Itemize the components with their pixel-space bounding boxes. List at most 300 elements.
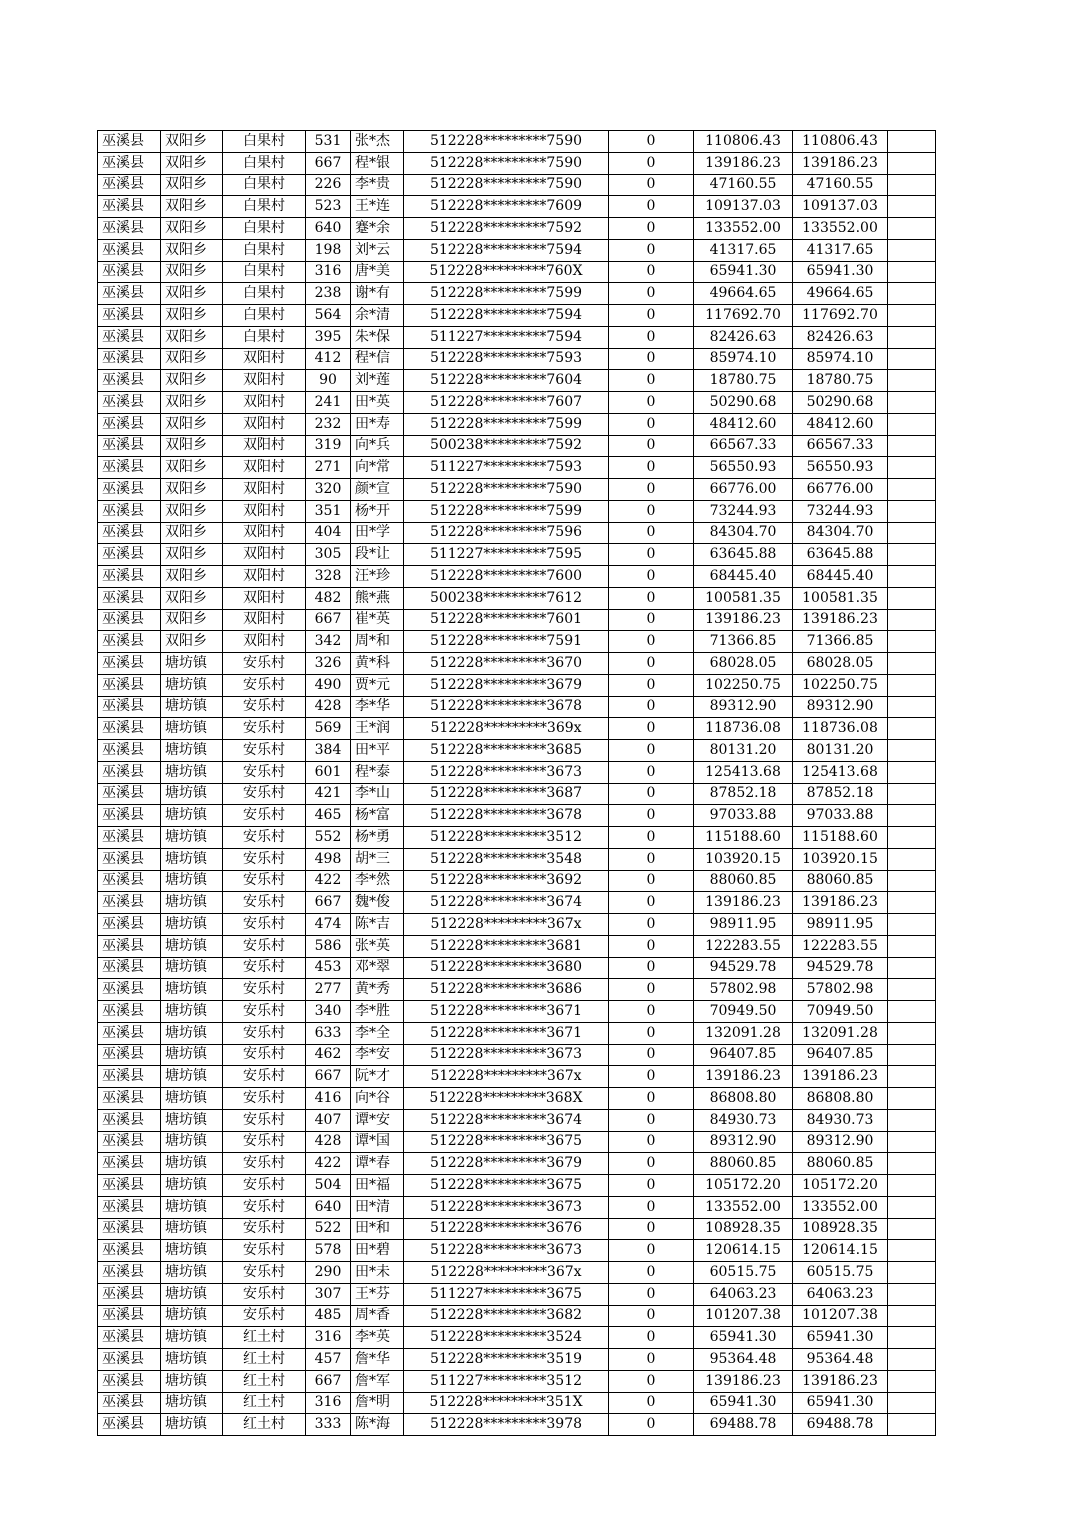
total-cell: 68028.05 bbox=[793, 653, 888, 675]
id-number-cell: 512228*********368X bbox=[404, 1088, 609, 1110]
village-cell: 红土村 bbox=[223, 1392, 306, 1414]
zero-value-cell: 0 bbox=[609, 566, 694, 588]
amount-cell: 125413.68 bbox=[694, 761, 793, 783]
total-cell: 101207.38 bbox=[793, 1305, 888, 1327]
village-cell: 安乐村 bbox=[223, 827, 306, 849]
remark-cell bbox=[888, 1414, 936, 1436]
amount-cell: 133552.00 bbox=[694, 1196, 793, 1218]
table-row bbox=[98, 653, 936, 675]
id-number-cell: 512228*********3524 bbox=[404, 1327, 609, 1349]
id-number-cell: 512228*********367x bbox=[404, 914, 609, 936]
table-row bbox=[98, 935, 936, 957]
village-cell: 红土村 bbox=[223, 1370, 306, 1392]
name-cell: 刘*莲 bbox=[351, 370, 404, 392]
township-cell: 塘坊镇 bbox=[161, 870, 223, 892]
county-cell: 巫溪县 bbox=[98, 218, 161, 240]
table-row bbox=[98, 696, 936, 718]
name-cell: 邓*翠 bbox=[351, 957, 404, 979]
remark-cell bbox=[888, 1262, 936, 1284]
zero-value-cell: 0 bbox=[609, 609, 694, 631]
amount-cell: 132091.28 bbox=[694, 1022, 793, 1044]
remark-cell bbox=[888, 805, 936, 827]
name-cell: 段*让 bbox=[351, 544, 404, 566]
remark-cell bbox=[888, 979, 936, 1001]
total-cell: 109137.03 bbox=[793, 196, 888, 218]
name-cell: 周*香 bbox=[351, 1305, 404, 1327]
county-cell: 巫溪县 bbox=[98, 1262, 161, 1284]
name-cell: 唐*美 bbox=[351, 261, 404, 283]
table-row bbox=[98, 740, 936, 762]
zero-value-cell: 0 bbox=[609, 1022, 694, 1044]
township-cell: 双阳乡 bbox=[161, 522, 223, 544]
count-cell: 523 bbox=[306, 196, 351, 218]
remark-cell bbox=[888, 1153, 936, 1175]
amount-cell: 89312.90 bbox=[694, 696, 793, 718]
name-cell: 张*英 bbox=[351, 935, 404, 957]
amount-cell: 122283.55 bbox=[694, 935, 793, 957]
village-cell: 安乐村 bbox=[223, 1175, 306, 1197]
village-cell: 安乐村 bbox=[223, 1044, 306, 1066]
village-cell: 双阳村 bbox=[223, 413, 306, 435]
id-number-cell: 512228*********7590 bbox=[404, 131, 609, 153]
name-cell: 田*英 bbox=[351, 392, 404, 414]
remark-cell bbox=[888, 1175, 936, 1197]
total-cell: 100581.35 bbox=[793, 587, 888, 609]
township-cell: 双阳乡 bbox=[161, 348, 223, 370]
count-cell: 667 bbox=[306, 1066, 351, 1088]
id-number-cell: 512228*********3673 bbox=[404, 1196, 609, 1218]
county-cell: 巫溪县 bbox=[98, 979, 161, 1001]
township-cell: 塘坊镇 bbox=[161, 1414, 223, 1436]
remark-cell bbox=[888, 1327, 936, 1349]
amount-cell: 60515.75 bbox=[694, 1262, 793, 1284]
amount-cell: 41317.65 bbox=[694, 239, 793, 261]
name-cell: 李*全 bbox=[351, 1022, 404, 1044]
village-cell: 白果村 bbox=[223, 196, 306, 218]
county-cell: 巫溪县 bbox=[98, 1392, 161, 1414]
amount-cell: 49664.65 bbox=[694, 283, 793, 305]
count-cell: 333 bbox=[306, 1414, 351, 1436]
amount-cell: 80131.20 bbox=[694, 740, 793, 762]
township-cell: 塘坊镇 bbox=[161, 1001, 223, 1023]
township-cell: 双阳乡 bbox=[161, 500, 223, 522]
village-cell: 安乐村 bbox=[223, 653, 306, 675]
table-row bbox=[98, 326, 936, 348]
township-cell: 双阳乡 bbox=[161, 370, 223, 392]
village-cell: 双阳村 bbox=[223, 457, 306, 479]
id-number-cell: 512228*********3512 bbox=[404, 827, 609, 849]
name-cell: 田*寿 bbox=[351, 413, 404, 435]
county-cell: 巫溪县 bbox=[98, 566, 161, 588]
township-cell: 双阳乡 bbox=[161, 609, 223, 631]
count-cell: 640 bbox=[306, 1196, 351, 1218]
total-cell: 105172.20 bbox=[793, 1175, 888, 1197]
amount-cell: 85974.10 bbox=[694, 348, 793, 370]
remark-cell bbox=[888, 1196, 936, 1218]
table-row bbox=[98, 370, 936, 392]
total-cell: 117692.70 bbox=[793, 305, 888, 327]
id-number-cell: 512228*********3671 bbox=[404, 1022, 609, 1044]
table-row bbox=[98, 914, 936, 936]
count-cell: 465 bbox=[306, 805, 351, 827]
amount-cell: 89312.90 bbox=[694, 1131, 793, 1153]
amount-cell: 70949.50 bbox=[694, 1001, 793, 1023]
township-cell: 塘坊镇 bbox=[161, 1370, 223, 1392]
county-cell: 巫溪县 bbox=[98, 1044, 161, 1066]
remark-cell bbox=[888, 283, 936, 305]
id-number-cell: 512228*********3548 bbox=[404, 848, 609, 870]
name-cell: 汪*珍 bbox=[351, 566, 404, 588]
amount-cell: 139186.23 bbox=[694, 609, 793, 631]
zero-value-cell: 0 bbox=[609, 1392, 694, 1414]
count-cell: 407 bbox=[306, 1109, 351, 1131]
remark-cell bbox=[888, 261, 936, 283]
name-cell: 贾*元 bbox=[351, 674, 404, 696]
name-cell: 阮*才 bbox=[351, 1066, 404, 1088]
township-cell: 双阳乡 bbox=[161, 544, 223, 566]
village-cell: 安乐村 bbox=[223, 1218, 306, 1240]
table-row bbox=[98, 1370, 936, 1392]
county-cell: 巫溪县 bbox=[98, 740, 161, 762]
count-cell: 307 bbox=[306, 1283, 351, 1305]
township-cell: 塘坊镇 bbox=[161, 827, 223, 849]
total-cell: 50290.68 bbox=[793, 392, 888, 414]
table-row bbox=[98, 674, 936, 696]
remark-cell bbox=[888, 544, 936, 566]
county-cell: 巫溪县 bbox=[98, 1175, 161, 1197]
total-cell: 49664.65 bbox=[793, 283, 888, 305]
amount-cell: 97033.88 bbox=[694, 805, 793, 827]
township-cell: 双阳乡 bbox=[161, 305, 223, 327]
count-cell: 667 bbox=[306, 609, 351, 631]
township-cell: 塘坊镇 bbox=[161, 1327, 223, 1349]
township-cell: 塘坊镇 bbox=[161, 1066, 223, 1088]
name-cell: 杨*开 bbox=[351, 500, 404, 522]
remark-cell bbox=[888, 587, 936, 609]
name-cell: 田*清 bbox=[351, 1196, 404, 1218]
table-row bbox=[98, 174, 936, 196]
village-cell: 安乐村 bbox=[223, 805, 306, 827]
township-cell: 塘坊镇 bbox=[161, 1349, 223, 1371]
table-row bbox=[98, 283, 936, 305]
zero-value-cell: 0 bbox=[609, 1349, 694, 1371]
township-cell: 双阳乡 bbox=[161, 283, 223, 305]
count-cell: 422 bbox=[306, 1153, 351, 1175]
name-cell: 程*泰 bbox=[351, 761, 404, 783]
county-cell: 巫溪县 bbox=[98, 261, 161, 283]
total-cell: 95364.48 bbox=[793, 1349, 888, 1371]
county-cell: 巫溪县 bbox=[98, 631, 161, 653]
county-cell: 巫溪县 bbox=[98, 1349, 161, 1371]
township-cell: 双阳乡 bbox=[161, 326, 223, 348]
id-number-cell: 512228*********3519 bbox=[404, 1349, 609, 1371]
remark-cell bbox=[888, 1305, 936, 1327]
county-cell: 巫溪县 bbox=[98, 653, 161, 675]
remark-cell bbox=[888, 196, 936, 218]
village-cell: 红土村 bbox=[223, 1414, 306, 1436]
township-cell: 塘坊镇 bbox=[161, 1283, 223, 1305]
id-number-cell: 512228*********7596 bbox=[404, 522, 609, 544]
zero-value-cell: 0 bbox=[609, 740, 694, 762]
remark-cell bbox=[888, 1240, 936, 1262]
remark-cell bbox=[888, 761, 936, 783]
zero-value-cell: 0 bbox=[609, 239, 694, 261]
id-number-cell: 512228*********3679 bbox=[404, 674, 609, 696]
zero-value-cell: 0 bbox=[609, 1414, 694, 1436]
township-cell: 塘坊镇 bbox=[161, 848, 223, 870]
village-cell: 安乐村 bbox=[223, 914, 306, 936]
zero-value-cell: 0 bbox=[609, 1218, 694, 1240]
count-cell: 569 bbox=[306, 718, 351, 740]
remark-cell bbox=[888, 1283, 936, 1305]
count-cell: 238 bbox=[306, 283, 351, 305]
id-number-cell: 512228*********7593 bbox=[404, 348, 609, 370]
id-number-cell: 512228*********7591 bbox=[404, 631, 609, 653]
county-cell: 巫溪县 bbox=[98, 457, 161, 479]
county-cell: 巫溪县 bbox=[98, 805, 161, 827]
name-cell: 田*福 bbox=[351, 1175, 404, 1197]
village-cell: 安乐村 bbox=[223, 892, 306, 914]
name-cell: 谭*春 bbox=[351, 1153, 404, 1175]
name-cell: 胡*三 bbox=[351, 848, 404, 870]
count-cell: 490 bbox=[306, 674, 351, 696]
count-cell: 474 bbox=[306, 914, 351, 936]
village-cell: 安乐村 bbox=[223, 1153, 306, 1175]
zero-value-cell: 0 bbox=[609, 479, 694, 501]
id-number-cell: 511227*********7594 bbox=[404, 326, 609, 348]
id-number-cell: 512228*********7590 bbox=[404, 174, 609, 196]
amount-cell: 98911.95 bbox=[694, 914, 793, 936]
amount-cell: 56550.93 bbox=[694, 457, 793, 479]
table-row bbox=[98, 1283, 936, 1305]
remark-cell bbox=[888, 957, 936, 979]
table-row bbox=[98, 152, 936, 174]
total-cell: 89312.90 bbox=[793, 696, 888, 718]
name-cell: 王*润 bbox=[351, 718, 404, 740]
village-cell: 白果村 bbox=[223, 131, 306, 153]
zero-value-cell: 0 bbox=[609, 261, 694, 283]
table-row bbox=[98, 305, 936, 327]
table-row bbox=[98, 848, 936, 870]
total-cell: 66567.33 bbox=[793, 435, 888, 457]
village-cell: 安乐村 bbox=[223, 848, 306, 870]
name-cell: 黄*科 bbox=[351, 653, 404, 675]
total-cell: 18780.75 bbox=[793, 370, 888, 392]
count-cell: 531 bbox=[306, 131, 351, 153]
township-cell: 双阳乡 bbox=[161, 239, 223, 261]
zero-value-cell: 0 bbox=[609, 1262, 694, 1284]
name-cell: 陈*海 bbox=[351, 1414, 404, 1436]
village-cell: 白果村 bbox=[223, 261, 306, 283]
table-row bbox=[98, 566, 936, 588]
county-cell: 巫溪县 bbox=[98, 1066, 161, 1088]
id-number-cell: 512228*********7609 bbox=[404, 196, 609, 218]
zero-value-cell: 0 bbox=[609, 218, 694, 240]
township-cell: 塘坊镇 bbox=[161, 761, 223, 783]
township-cell: 塘坊镇 bbox=[161, 653, 223, 675]
id-number-cell: 512228*********7599 bbox=[404, 413, 609, 435]
id-number-cell: 512228*********3673 bbox=[404, 761, 609, 783]
remark-cell bbox=[888, 500, 936, 522]
count-cell: 428 bbox=[306, 696, 351, 718]
village-cell: 白果村 bbox=[223, 326, 306, 348]
amount-cell: 110806.43 bbox=[694, 131, 793, 153]
township-cell: 塘坊镇 bbox=[161, 805, 223, 827]
id-number-cell: 512228*********3675 bbox=[404, 1131, 609, 1153]
remark-cell bbox=[888, 892, 936, 914]
township-cell: 塘坊镇 bbox=[161, 935, 223, 957]
total-cell: 85974.10 bbox=[793, 348, 888, 370]
village-cell: 安乐村 bbox=[223, 979, 306, 1001]
count-cell: 277 bbox=[306, 979, 351, 1001]
total-cell: 108928.35 bbox=[793, 1218, 888, 1240]
amount-cell: 118736.08 bbox=[694, 718, 793, 740]
name-cell: 杨*富 bbox=[351, 805, 404, 827]
township-cell: 双阳乡 bbox=[161, 152, 223, 174]
table-row bbox=[98, 609, 936, 631]
village-cell: 安乐村 bbox=[223, 761, 306, 783]
total-cell: 69488.78 bbox=[793, 1414, 888, 1436]
count-cell: 578 bbox=[306, 1240, 351, 1262]
name-cell: 刘*云 bbox=[351, 239, 404, 261]
county-cell: 巫溪县 bbox=[98, 348, 161, 370]
count-cell: 271 bbox=[306, 457, 351, 479]
name-cell: 田*碧 bbox=[351, 1240, 404, 1262]
zero-value-cell: 0 bbox=[609, 1240, 694, 1262]
zero-value-cell: 0 bbox=[609, 805, 694, 827]
total-cell: 118736.08 bbox=[793, 718, 888, 740]
amount-cell: 96407.85 bbox=[694, 1044, 793, 1066]
amount-cell: 18780.75 bbox=[694, 370, 793, 392]
count-cell: 552 bbox=[306, 827, 351, 849]
remark-cell bbox=[888, 152, 936, 174]
remark-cell bbox=[888, 1044, 936, 1066]
count-cell: 404 bbox=[306, 522, 351, 544]
total-cell: 48412.60 bbox=[793, 413, 888, 435]
village-cell: 白果村 bbox=[223, 283, 306, 305]
county-cell: 巫溪县 bbox=[98, 522, 161, 544]
remark-cell bbox=[888, 696, 936, 718]
county-cell: 巫溪县 bbox=[98, 435, 161, 457]
township-cell: 双阳乡 bbox=[161, 566, 223, 588]
county-cell: 巫溪县 bbox=[98, 500, 161, 522]
county-cell: 巫溪县 bbox=[98, 696, 161, 718]
count-cell: 316 bbox=[306, 1392, 351, 1414]
village-cell: 安乐村 bbox=[223, 1001, 306, 1023]
table-body bbox=[98, 131, 936, 1436]
township-cell: 塘坊镇 bbox=[161, 1175, 223, 1197]
township-cell: 双阳乡 bbox=[161, 218, 223, 240]
remark-cell bbox=[888, 1022, 936, 1044]
id-number-cell: 512228*********3681 bbox=[404, 935, 609, 957]
name-cell: 田*未 bbox=[351, 1262, 404, 1284]
township-cell: 塘坊镇 bbox=[161, 1392, 223, 1414]
zero-value-cell: 0 bbox=[609, 1370, 694, 1392]
total-cell: 88060.85 bbox=[793, 870, 888, 892]
township-cell: 塘坊镇 bbox=[161, 696, 223, 718]
county-cell: 巫溪县 bbox=[98, 131, 161, 153]
township-cell: 塘坊镇 bbox=[161, 1305, 223, 1327]
table-row bbox=[98, 957, 936, 979]
table-row bbox=[98, 239, 936, 261]
zero-value-cell: 0 bbox=[609, 674, 694, 696]
village-cell: 双阳村 bbox=[223, 566, 306, 588]
remark-cell bbox=[888, 239, 936, 261]
id-number-cell: 512228*********7592 bbox=[404, 218, 609, 240]
village-cell: 红土村 bbox=[223, 1327, 306, 1349]
amount-cell: 66567.33 bbox=[694, 435, 793, 457]
village-cell: 双阳村 bbox=[223, 544, 306, 566]
table-row bbox=[98, 522, 936, 544]
zero-value-cell: 0 bbox=[609, 1088, 694, 1110]
zero-value-cell: 0 bbox=[609, 718, 694, 740]
township-cell: 塘坊镇 bbox=[161, 1196, 223, 1218]
county-cell: 巫溪县 bbox=[98, 152, 161, 174]
count-cell: 305 bbox=[306, 544, 351, 566]
total-cell: 98911.95 bbox=[793, 914, 888, 936]
total-cell: 47160.55 bbox=[793, 174, 888, 196]
zero-value-cell: 0 bbox=[609, 761, 694, 783]
id-number-cell: 512228*********7599 bbox=[404, 500, 609, 522]
amount-cell: 103920.15 bbox=[694, 848, 793, 870]
zero-value-cell: 0 bbox=[609, 522, 694, 544]
total-cell: 133552.00 bbox=[793, 1196, 888, 1218]
amount-cell: 68028.05 bbox=[694, 653, 793, 675]
name-cell: 陈*吉 bbox=[351, 914, 404, 936]
remark-cell bbox=[888, 1349, 936, 1371]
total-cell: 122283.55 bbox=[793, 935, 888, 957]
name-cell: 詹*明 bbox=[351, 1392, 404, 1414]
count-cell: 453 bbox=[306, 957, 351, 979]
village-cell: 安乐村 bbox=[223, 1066, 306, 1088]
id-number-cell: 512228*********7599 bbox=[404, 283, 609, 305]
remark-cell bbox=[888, 914, 936, 936]
id-number-cell: 500238*********7592 bbox=[404, 435, 609, 457]
id-number-cell: 511227*********3512 bbox=[404, 1370, 609, 1392]
amount-cell: 109137.03 bbox=[694, 196, 793, 218]
total-cell: 115188.60 bbox=[793, 827, 888, 849]
id-number-cell: 512228*********3675 bbox=[404, 1175, 609, 1197]
zero-value-cell: 0 bbox=[609, 1001, 694, 1023]
zero-value-cell: 0 bbox=[609, 653, 694, 675]
total-cell: 70949.50 bbox=[793, 1001, 888, 1023]
amount-cell: 65941.30 bbox=[694, 261, 793, 283]
remark-cell bbox=[888, 870, 936, 892]
table-row bbox=[98, 1153, 936, 1175]
total-cell: 139186.23 bbox=[793, 1370, 888, 1392]
remark-cell bbox=[888, 935, 936, 957]
table-row bbox=[98, 1022, 936, 1044]
remark-cell bbox=[888, 218, 936, 240]
total-cell: 65941.30 bbox=[793, 261, 888, 283]
table-row bbox=[98, 1305, 936, 1327]
remark-cell bbox=[888, 435, 936, 457]
id-number-cell: 512228*********7594 bbox=[404, 239, 609, 261]
name-cell: 田*平 bbox=[351, 740, 404, 762]
remark-cell bbox=[888, 1131, 936, 1153]
zero-value-cell: 0 bbox=[609, 413, 694, 435]
id-number-cell: 512228*********3692 bbox=[404, 870, 609, 892]
id-number-cell: 512228*********7607 bbox=[404, 392, 609, 414]
table-row bbox=[98, 761, 936, 783]
total-cell: 120614.15 bbox=[793, 1240, 888, 1262]
county-cell: 巫溪县 bbox=[98, 1370, 161, 1392]
name-cell: 张*杰 bbox=[351, 131, 404, 153]
count-cell: 416 bbox=[306, 1088, 351, 1110]
county-cell: 巫溪县 bbox=[98, 935, 161, 957]
village-cell: 双阳村 bbox=[223, 631, 306, 653]
amount-cell: 84304.70 bbox=[694, 522, 793, 544]
